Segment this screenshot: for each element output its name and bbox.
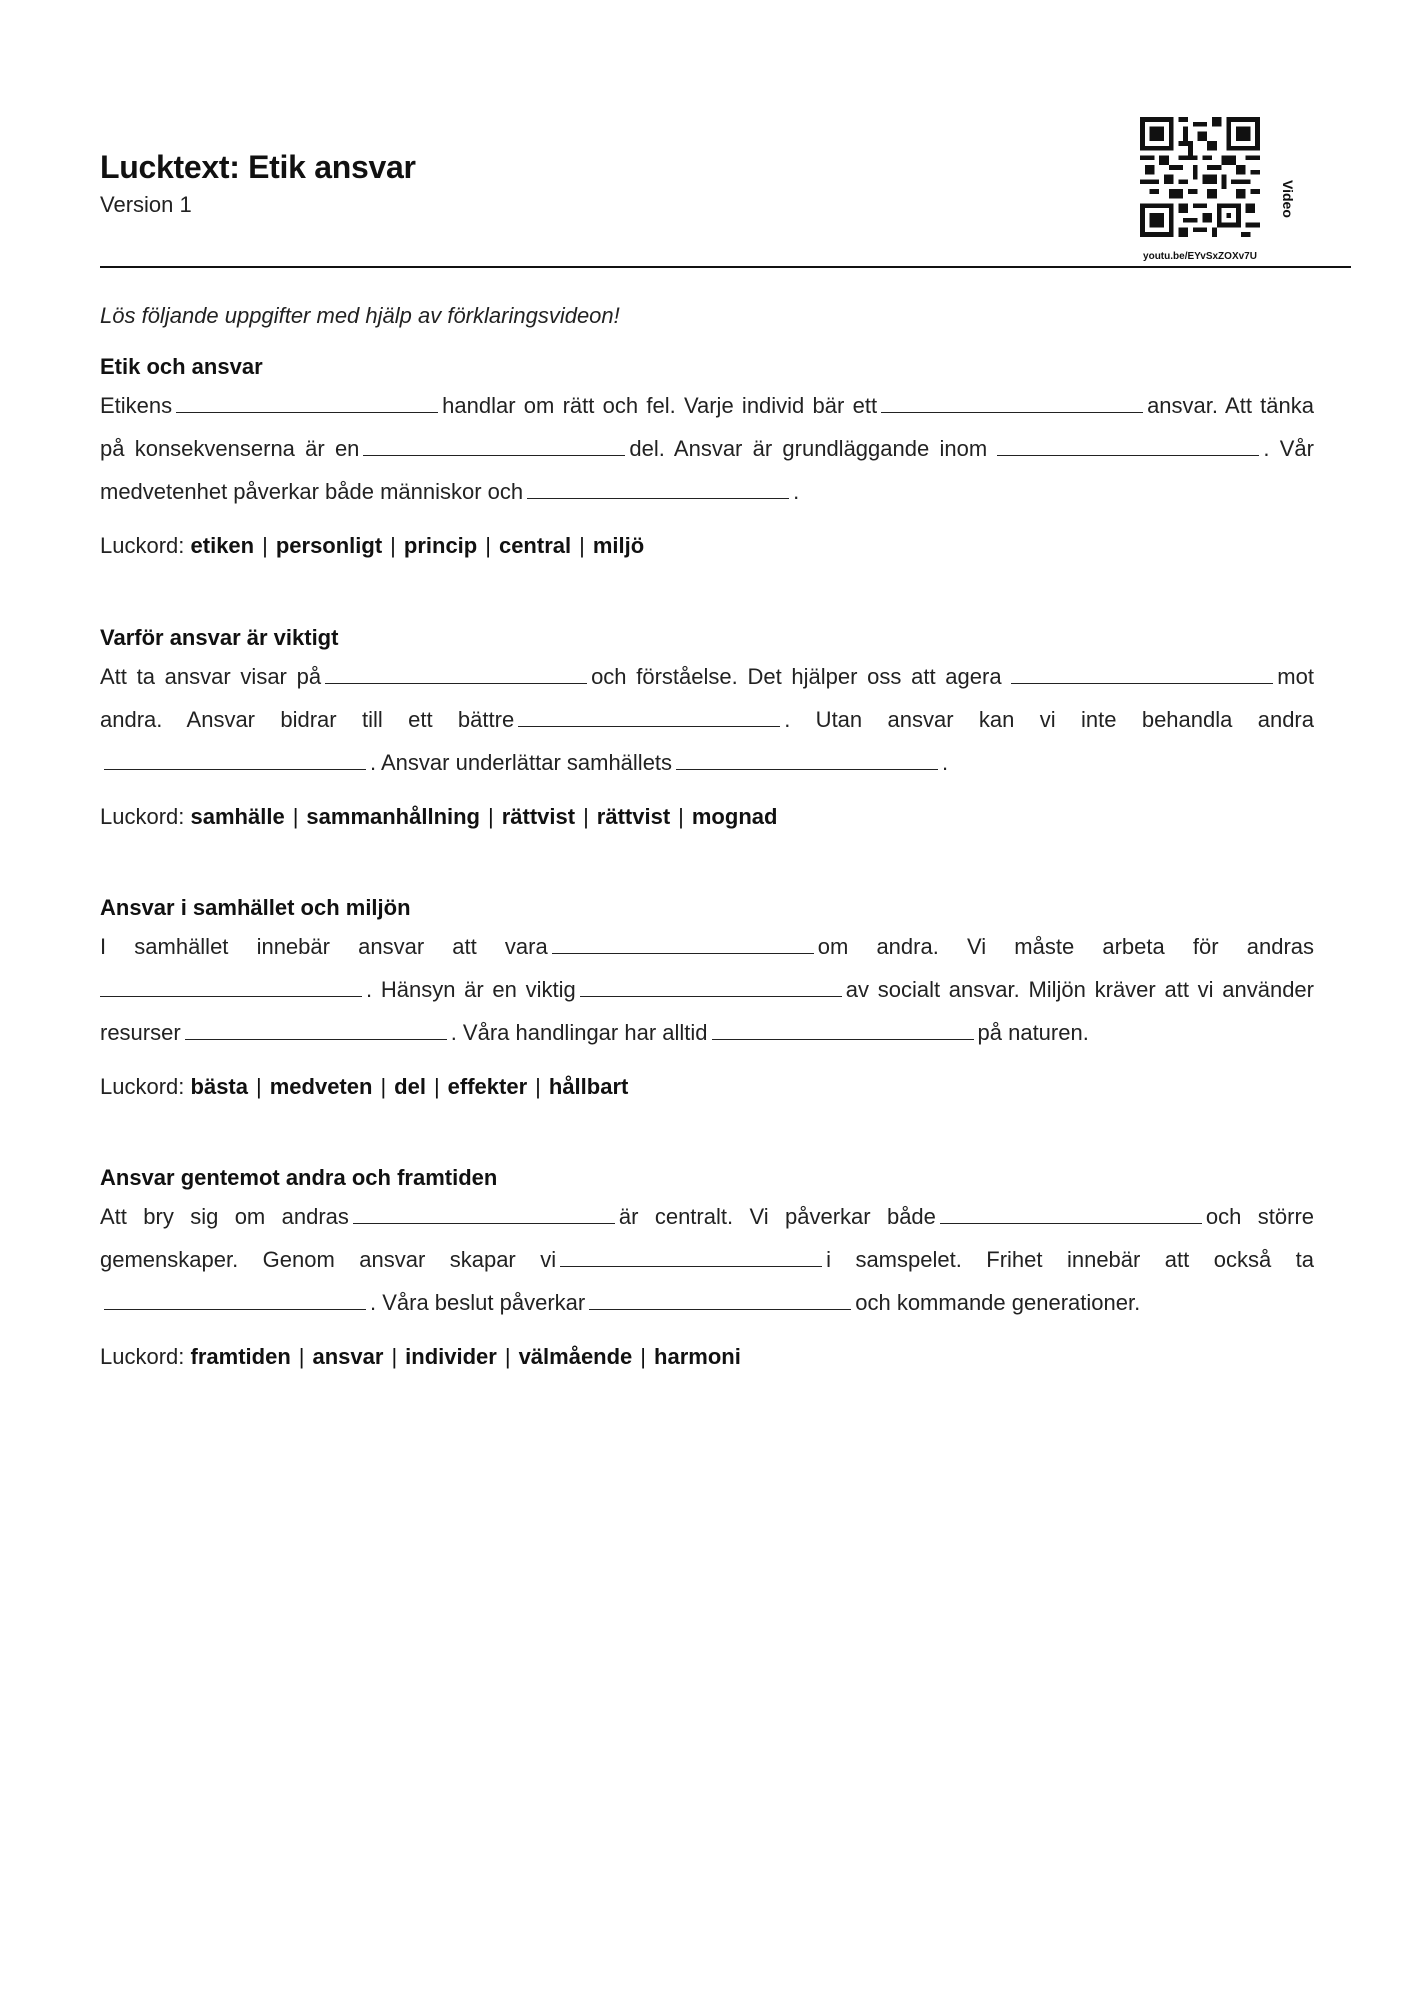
word-bank-word: harmoni — [654, 1344, 741, 1369]
text-segment: . Vår medvetenhet påverkar både människor och — [100, 436, 1314, 504]
blank-field[interactable] — [1011, 665, 1273, 684]
text-segment: om andra. Vi måste arbeta för andras — [817, 934, 1314, 959]
section-ansvar-framtiden — [100, 1163, 1314, 1370]
text-segment: . Våra beslut påverkar — [370, 1290, 586, 1315]
blank-field[interactable] — [676, 751, 938, 770]
blank-field[interactable] — [712, 1021, 974, 1040]
blank-field[interactable] — [100, 978, 362, 997]
word-bank-word: framtiden — [190, 1344, 291, 1369]
word-bank-word: individer — [405, 1344, 497, 1369]
word-bank-word: rättvist — [596, 804, 671, 829]
qr-url-link[interactable]: youtu.be/EYvSxZOXv7U — [1143, 251, 1257, 262]
section-varfor-ansvar — [100, 623, 1314, 830]
page-title: Lucktext: Etik ansvar — [100, 149, 416, 185]
text-segment: Att bry sig om andras — [100, 1204, 349, 1229]
header-divider — [100, 266, 1351, 268]
cloze-paragraph — [100, 655, 1314, 784]
blank-field[interactable] — [580, 978, 842, 997]
text-segment: . Utan ansvar kan vi inte behandla andra — [784, 707, 1314, 732]
blank-field[interactable] — [176, 394, 438, 413]
word-bank: Luckord: framtiden | ansvar | individer | välmående | harmoni — [100, 1344, 741, 1369]
word-bank-word: välmående — [518, 1344, 633, 1369]
blank-field[interactable] — [185, 1021, 447, 1040]
text-segment: I samhället innebär ansvar att vara — [100, 934, 548, 959]
text-segment: . Hänsyn är en viktig — [366, 977, 576, 1002]
blank-field[interactable] — [589, 1291, 851, 1310]
qr-code-icon[interactable] — [1140, 117, 1260, 237]
word-bank-word: ansvar — [312, 1344, 384, 1369]
word-bank: Luckord: bästa | medveten | del | effekter | hållbart — [100, 1074, 629, 1099]
text-segment: och kommande generationer. — [855, 1290, 1141, 1315]
word-bank-word: central — [498, 533, 572, 558]
blank-field[interactable] — [940, 1205, 1202, 1224]
word-bank-label: Luckord: — [100, 1344, 185, 1369]
section-heading: Etik och ansvar — [100, 354, 263, 379]
blank-field[interactable] — [527, 480, 789, 499]
section-heading: Ansvar i samhället och miljön — [100, 895, 411, 920]
text-segment: . — [793, 479, 800, 504]
word-bank-word: rättvist — [501, 804, 576, 829]
word-bank-word: sammanhållning — [306, 804, 480, 829]
blank-field[interactable] — [997, 437, 1259, 456]
word-bank-word: etiken — [190, 533, 255, 558]
word-bank: Luckord: samhälle | sammanhållning | rättvist | rättvist | mognad — [100, 804, 778, 829]
cloze-paragraph — [100, 384, 1314, 513]
section-ansvar-samhallet — [100, 893, 1314, 1100]
intro-instruction: Lös följande uppgifter med hjälp av förklaringsvideon! — [100, 303, 620, 328]
word-bank: Luckord: etiken | personligt | princip | central | miljö — [100, 533, 645, 558]
section-heading: Ansvar gentemot andra och framtiden — [100, 1165, 498, 1190]
video-label: Video — [1280, 180, 1296, 218]
version-label: Version 1 — [100, 192, 192, 217]
text-segment: ansvar. Att tänka på konsekvenserna är en — [100, 393, 1314, 461]
blank-field[interactable] — [325, 665, 587, 684]
text-segment: av socialt ansvar. Miljön kräver att vi använder resurser — [100, 977, 1314, 1045]
word-bank-word: personligt — [275, 533, 383, 558]
text-segment: är centralt. Vi påverkar både — [618, 1204, 936, 1229]
word-bank-word: medveten — [269, 1074, 373, 1099]
text-segment: i samspelet. Frihet innebär att också ta — [826, 1247, 1314, 1272]
section-etik-och-ansvar — [100, 352, 1314, 559]
word-bank-word: bästa — [190, 1074, 248, 1099]
text-segment: handlar om rätt och fel. Varje individ bär ett — [442, 393, 878, 418]
word-bank-label: Luckord: — [100, 533, 185, 558]
word-bank-word: princip — [403, 533, 478, 558]
word-bank-word: hållbart — [548, 1074, 629, 1099]
blank-field[interactable] — [353, 1205, 615, 1224]
text-segment: Etikens — [100, 393, 173, 418]
word-bank-word: miljö — [592, 533, 645, 558]
cloze-paragraph — [100, 925, 1314, 1054]
text-segment: och förståelse. Det hjälper oss att agera — [591, 664, 1002, 689]
blank-field[interactable] — [363, 437, 625, 456]
word-bank-word: del — [394, 1074, 426, 1099]
blank-field[interactable] — [881, 394, 1143, 413]
word-bank-label: Luckord: — [100, 1074, 185, 1099]
worksheet-page — [100, 0, 1314, 2000]
word-bank-word: mognad — [691, 804, 778, 829]
blank-field[interactable] — [104, 1291, 366, 1310]
text-segment: . Ansvar underlättar samhällets — [370, 750, 673, 775]
text-segment: och större gemenskaper. Genom ansvar skapar vi — [100, 1204, 1314, 1272]
text-segment: mot andra. Ansvar bidrar till ett bättre — [100, 664, 1314, 732]
word-bank-word: effekter — [447, 1074, 528, 1099]
text-segment: på naturen. — [977, 1020, 1089, 1045]
blank-field[interactable] — [560, 1248, 822, 1267]
word-bank-word: samhälle — [190, 804, 285, 829]
blank-field[interactable] — [518, 708, 780, 727]
text-segment: Att ta ansvar visar på — [100, 664, 322, 689]
text-segment: del. Ansvar är grundläggande inom — [629, 436, 988, 461]
text-segment: . Våra handlingar har alltid — [450, 1020, 708, 1045]
blank-field[interactable] — [104, 751, 366, 770]
word-bank-label: Luckord: — [100, 804, 185, 829]
blank-field[interactable] — [552, 935, 814, 954]
cloze-paragraph — [100, 1195, 1314, 1324]
section-heading: Varför ansvar är viktigt — [100, 625, 339, 650]
text-segment: . — [942, 750, 949, 775]
